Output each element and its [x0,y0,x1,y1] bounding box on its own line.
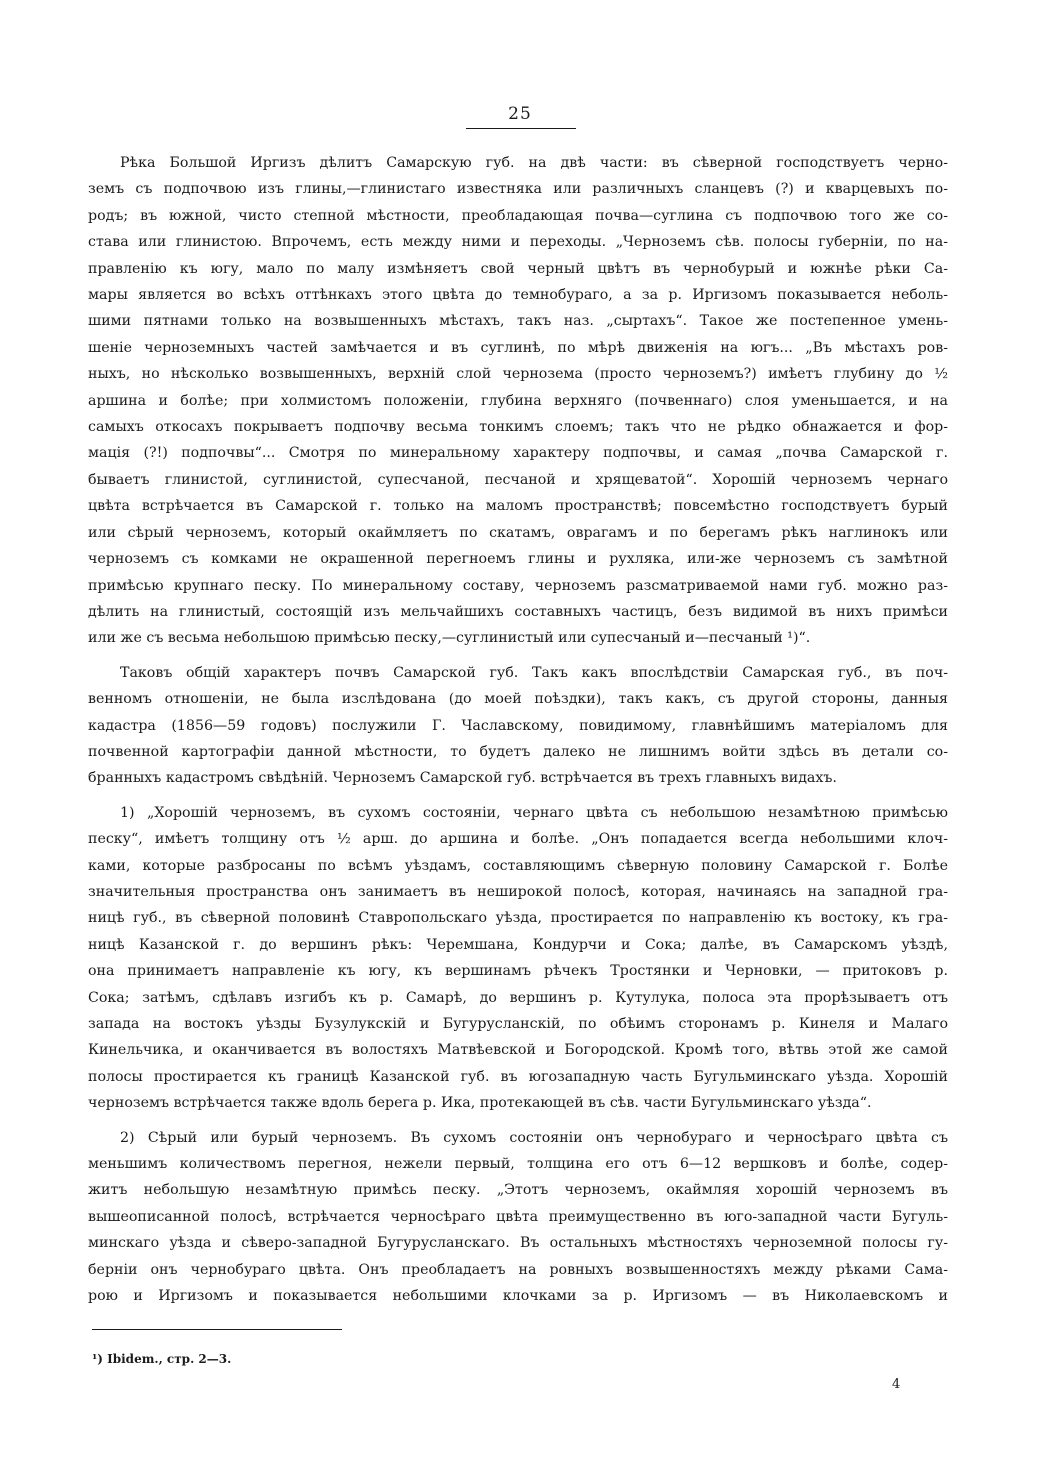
text-line: или же съ весьма небольшою примѣсью песку,—суглинистый или супесчаный и—песчаный ¹)“. [88,630,811,647]
text-line: става или глинистою. Впрочемъ, есть между ними и переходы. „Черноземъ сѣв. полосы губерніи, по на- [88,234,948,251]
paragraph-1 [88,150,948,652]
text-line: венномъ отношеніи, не была изслѣдована (до моей поѣздки), такъ какъ, съ другой стороны, данныя [88,691,948,708]
text-line: Рѣка Большой Иргизъ дѣлитъ Самарскую губ. на двѣ части: въ сѣверной господствуетъ черно- [120,155,948,171]
text-line: ныхъ, но нѣсколько возвышенныхъ, верхній слой чернозема (просто черноземъ?) имѣетъ глубину до ½ [88,366,948,383]
text-line: аршина и болѣе; при холмистомъ положеніи, глубина верхняго (почвеннаго) слоя уменьшается, и на [88,392,948,409]
page-number: 25 [508,104,532,124]
text-line: земъ съ подпочвою изъ глины,—глинистаго известняка или различныхъ сланцевъ (?) и кварцевыхъ по- [88,181,948,198]
text-line: 1) „Хорошій черноземъ, въ сухомъ состояніи, чернаго цвѣта съ небольшою незамѣтною примѣсью [120,804,948,821]
text-line: берніи онъ чернобураго цвѣта. Онъ преобладаетъ на ровныхъ возвышенностяхъ между рѣками Сама- [88,1261,948,1278]
text-line: рою и Иргизомъ и показывается небольшими клочками за р. Иргизомъ — въ Николаевскомъ и [88,1288,948,1305]
text-line: или сѣрый черноземъ, который окаймляетъ по скатамъ, оврагамъ и по берегамъ рѣкъ наглинокъ или [88,524,948,541]
text-line: родъ; въ южной, чисто степной мѣстности, преобладающая почва—суглина съ подпочвою того же со- [88,207,948,224]
text-line: шими пятнами только на возвышенныхъ мѣстахъ, такъ наз. „сыртахъ“. Такое же постепенное умень- [88,313,948,330]
text-line: самыхъ откосахъ покрываетъ подпочву весьма тонкимъ слоемъ; такъ что не рѣдко обнажается и фор- [88,419,948,436]
text-line: шеніе черноземныхъ частей замѣчается и въ суглинѣ, по мѣрѣ движенія на югъ... „Въ мѣстахъ ров- [88,339,948,356]
paragraph-2 [88,660,948,792]
text-line: почвенной картографіи данной мѣстности, то будетъ далеко не лишнимъ войти здѣсь въ детали со- [88,743,948,760]
text-line: примѣсью крупнаго песку. По минеральному составу, черноземъ разсматриваемой нами губ. можно раз- [88,577,948,594]
text-line: запада на востокъ уѣзды Бузулукскій и Бугурусланскій, по обѣимъ сторонамъ р. Кинеля и Малаго [88,1016,948,1032]
text-line: житъ небольшую незамѣтную примѣсь песку. „Этотъ черноземъ, окаймляя хорошій черноземъ въ [88,1182,948,1199]
text-line: черноземъ встрѣчается также вдоль берега р. Ика, протекающей въ сѣв. части Бугульминскаго уѣзда“. [88,1095,872,1112]
header-rule [466,128,576,129]
text-line: меньшимъ количествомъ перегноя, нежели первый, толщина его отъ 6—12 вершковъ и болѣе, содер- [88,1156,948,1173]
text-line: Сока; затѣмъ, сдѣлавъ изгибъ къ р. Самарѣ, до вершинъ р. Кутулука, полоса эта прорѣзываетъ отъ [88,989,948,1006]
paragraph-3 [88,800,948,1117]
text-line: вышеописанной полосѣ, встрѣчается черносѣраго цвѣта преимущественно въ юго-западной части Бугуль- [88,1208,948,1225]
text-line: правленію къ югу, мало по малу измѣняетъ свой черный цвѣтъ въ чернобурый и южнѣе рѣки Са- [88,260,948,277]
text-line: кадастра (1856—59 годовъ) послужили Г. Чаславскому, повидимому, главнѣйшимъ матеріаломъ для [88,717,948,734]
footnote-rule [92,1329,342,1330]
body-text [88,150,948,1317]
footnote: ¹) Ibidem., стр. 2—3. [92,1352,232,1366]
paragraph-4 [88,1125,948,1310]
text-line: цвѣта встрѣчается въ Самарской г. только на маломъ пространствѣ; повсемѣстно господствуетъ бурый [88,498,948,515]
text-line: ницѣ губ., въ сѣверной половинѣ Ставропольскаго уѣзда, простирается по направленію къ востоку, къ гра- [88,910,948,927]
signature-mark: 4 [892,1377,901,1392]
text-line: бываетъ глинистой, суглинистой, супесчаной, песчаной и хрящеватой“. Хорошій черноземъ чернаго [88,471,948,488]
text-line: бранныхъ кадастромъ свѣдѣній. Черноземъ Самарской губ. встрѣчается въ трехъ главныхъ видахъ. [88,770,837,787]
text-line: ницѣ Казанской г. до вершинъ рѣкъ: Черемшана, Кондурчи и Сока; далѣе, въ Самарскомъ уѣздѣ, [88,936,948,953]
text-line: минскаго уѣзда и сѣверо-западной Бугурусланскаго. Въ остальныхъ мѣстностяхъ черноземной полосы гу- [88,1235,948,1252]
text-line: полосы простирается къ границѣ Казанской губ. въ югозападную часть Бугульминскаго уѣзда. Хорошій [88,1068,948,1085]
text-line: значительныя пространства онъ занимаетъ въ неширокой полосѣ, которая, начинаясь на западной гра- [88,883,948,900]
text-line: песку“, имѣетъ толщину отъ ½ арш. до аршина и болѣе. „Онъ попадается всегда небольшими клоч- [88,831,948,848]
text-line: ками, которые разбросаны по всѣмъ уѣздамъ, составляющимъ сѣверную половину Самарской г. Болѣе [88,857,948,874]
text-line: черноземъ съ комками не окрашенной перегноемъ глины и рухляка, или-же черноземъ съ замѣтной [88,551,948,568]
text-line: Таковъ общій характеръ почвъ Самарской губ. Такъ какъ впослѣдствіи Самарская губ., въ поч- [120,664,948,681]
text-line: Кинельчика, и оканчивается въ волостяхъ Матвѣевской и Богородской. Кромѣ того, вѣтвь этой же самой [88,1042,948,1059]
text-line: мары является во всѣхъ оттѣнкахъ этого цвѣта до темнобураго, а за р. Иргизомъ показывается неболь- [88,287,948,304]
text-line: мація (?!) подпочвы“... Смотря по минеральному характеру подпочвы, и самая „почва Самарской г. [88,445,948,462]
text-line: она принимаетъ направленіе къ югу, къ вершинамъ рѣчекъ Тростянки и Черновки, — притоковъ р. [88,963,948,980]
text-line: дѣлить на глинистый, состоящій изъ мельчайшихъ составныхъ частицъ, безъ видимой въ нихъ примѣси [88,603,948,620]
text-line: 2) Сѣрый или бурый черноземъ. Въ сухомъ состояніи онъ чернобураго и черносѣраго цвѣта съ [120,1129,948,1146]
